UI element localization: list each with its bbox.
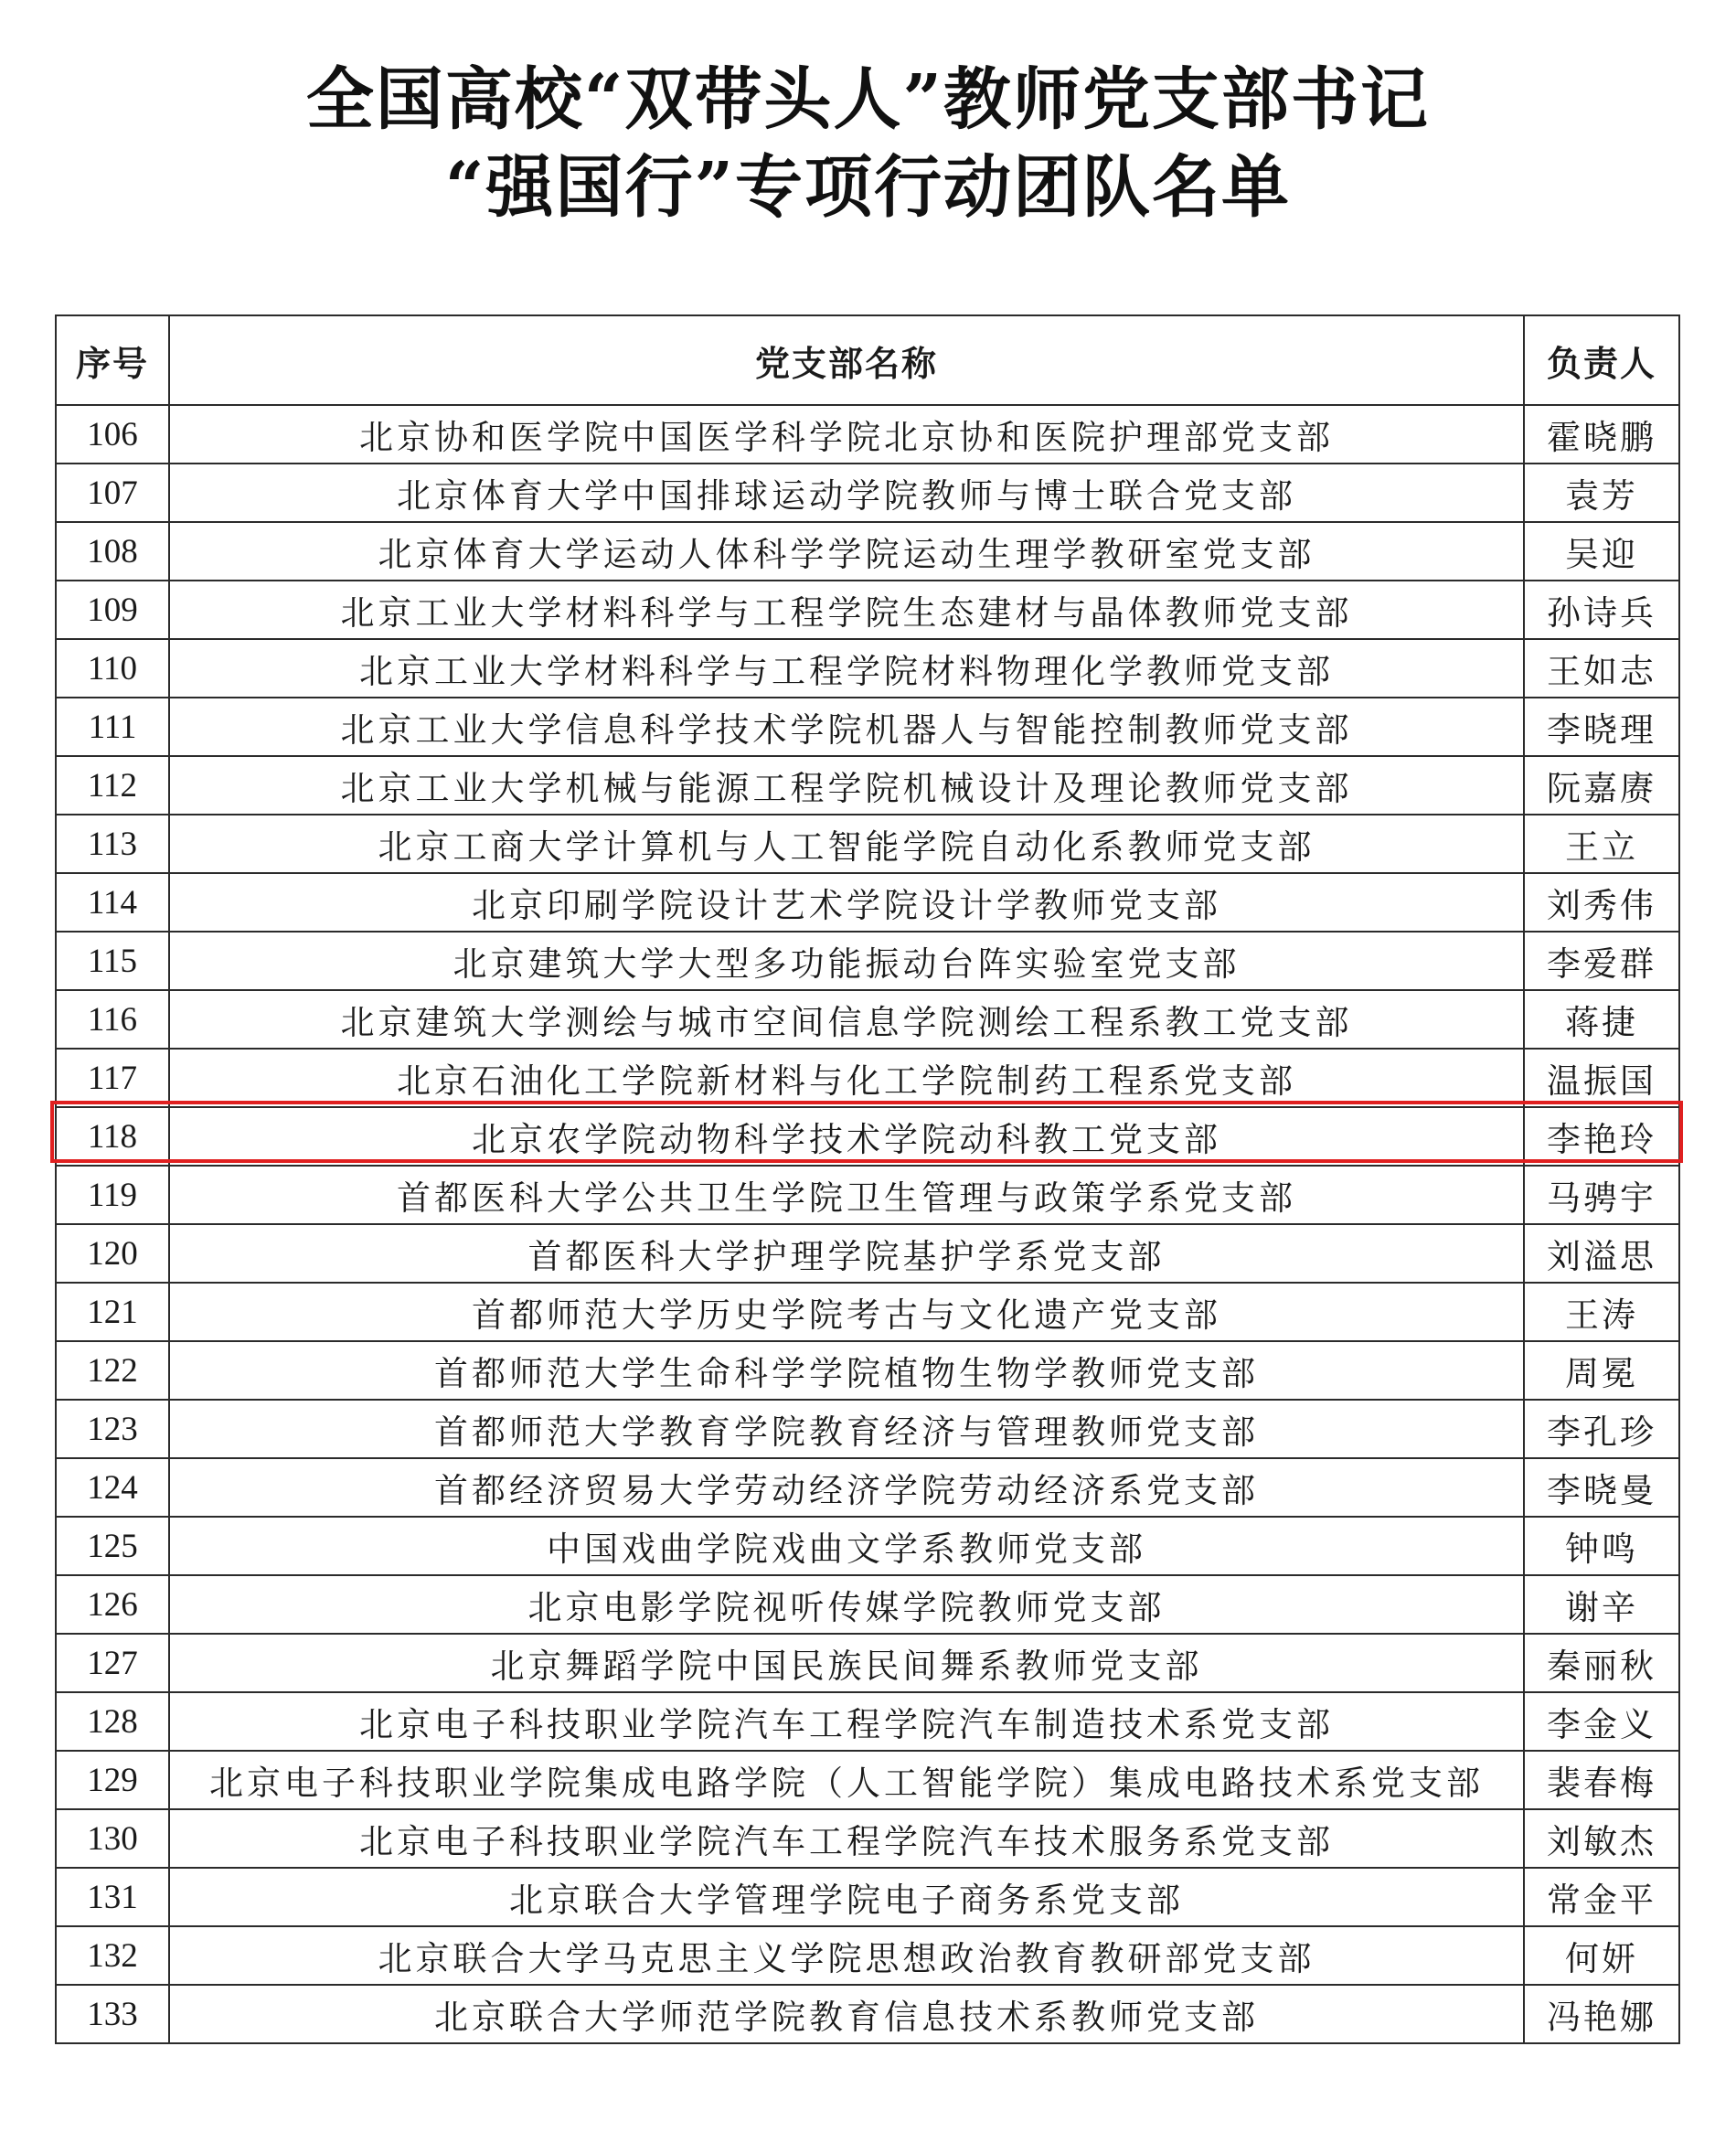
branch-name-cell: 中国戏曲学院戏曲文学系教师党支部 xyxy=(169,1517,1524,1575)
person-in-charge-cell: 常金平 xyxy=(1524,1868,1679,1926)
serial-number-cell: 112 xyxy=(56,756,169,815)
table-header-row xyxy=(56,315,1679,405)
person-in-charge-cell: 李爱群 xyxy=(1524,932,1679,990)
person-in-charge-cell: 刘敏杰 xyxy=(1524,1809,1679,1868)
serial-number-cell: 126 xyxy=(56,1575,169,1634)
branch-name-cell: 首都师范大学教育学院教育经济与管理教师党支部 xyxy=(169,1400,1524,1458)
header-person-in-charge: 负责人 xyxy=(1524,315,1679,405)
serial-number-cell: 109 xyxy=(56,581,169,639)
table-row xyxy=(56,756,1679,815)
table-row xyxy=(56,1341,1679,1400)
person-in-charge-cell: 冯艳娜 xyxy=(1524,1985,1679,2043)
branch-name-cell: 北京工商大学计算机与人工智能学院自动化系教师党支部 xyxy=(169,815,1524,873)
serial-number-cell: 128 xyxy=(56,1692,169,1751)
person-in-charge-cell: 阮嘉赓 xyxy=(1524,756,1679,815)
person-in-charge-cell: 李晓理 xyxy=(1524,698,1679,756)
table-row xyxy=(56,1751,1679,1809)
branch-name-cell: 北京工业大学机械与能源工程学院机械设计及理论教师党支部 xyxy=(169,756,1524,815)
branch-name-cell: 北京舞蹈学院中国民族民间舞系教师党支部 xyxy=(169,1634,1524,1692)
table-row xyxy=(56,698,1679,756)
table-row xyxy=(56,1224,1679,1283)
table-row xyxy=(56,932,1679,990)
serial-number-cell: 132 xyxy=(56,1926,169,1985)
table-row xyxy=(56,1400,1679,1458)
serial-number-cell: 110 xyxy=(56,639,169,698)
branch-name-cell: 北京建筑大学测绘与城市空间信息学院测绘工程系教工党支部 xyxy=(169,990,1524,1049)
person-in-charge-cell: 谢辛 xyxy=(1524,1575,1679,1634)
person-in-charge-cell: 王如志 xyxy=(1524,639,1679,698)
branch-name-cell: 首都医科大学护理学院基护学系党支部 xyxy=(169,1224,1524,1283)
table-row xyxy=(56,1575,1679,1634)
table-row xyxy=(56,1634,1679,1692)
branch-name-cell: 北京工业大学材料科学与工程学院材料物理化学教师党支部 xyxy=(169,639,1524,698)
person-in-charge-cell: 王涛 xyxy=(1524,1283,1679,1341)
serial-number-cell: 121 xyxy=(56,1283,169,1341)
table-row xyxy=(56,1166,1679,1224)
person-in-charge-cell: 何妍 xyxy=(1524,1926,1679,1985)
person-in-charge-cell: 李晓曼 xyxy=(1524,1458,1679,1517)
branch-name-cell: 首都师范大学历史学院考古与文化遗产党支部 xyxy=(169,1283,1524,1341)
serial-number-cell: 124 xyxy=(56,1458,169,1517)
serial-number-cell: 119 xyxy=(56,1166,169,1224)
team-roster-table xyxy=(55,314,1680,2044)
person-in-charge-cell: 钟鸣 xyxy=(1524,1517,1679,1575)
table-row xyxy=(56,1692,1679,1751)
table-row xyxy=(56,873,1679,932)
branch-name-cell: 首都医科大学公共卫生学院卫生管理与政策学系党支部 xyxy=(169,1166,1524,1224)
person-in-charge-cell: 裴春梅 xyxy=(1524,1751,1679,1809)
branch-name-cell: 首都师范大学生命科学学院植物生物学教师党支部 xyxy=(169,1341,1524,1400)
person-in-charge-cell: 吴迎 xyxy=(1524,522,1679,581)
table-row xyxy=(56,581,1679,639)
table-row xyxy=(56,1809,1679,1868)
serial-number-cell: 125 xyxy=(56,1517,169,1575)
branch-name-cell: 北京体育大学中国排球运动学院教师与博士联合党支部 xyxy=(169,464,1524,522)
branch-name-cell: 北京建筑大学大型多功能振动台阵实验室党支部 xyxy=(169,932,1524,990)
branch-name-cell: 北京联合大学师范学院教育信息技术系教师党支部 xyxy=(169,1985,1524,2043)
person-in-charge-cell: 王立 xyxy=(1524,815,1679,873)
person-in-charge-cell: 李孔珍 xyxy=(1524,1400,1679,1458)
serial-number-cell: 116 xyxy=(56,990,169,1049)
branch-name-cell: 北京体育大学运动人体科学学院运动生理学教研室党支部 xyxy=(169,522,1524,581)
document-title-line-1: 全国高校“双带头人”教师党支部书记 xyxy=(305,60,1431,139)
branch-name-cell: 北京印刷学院设计艺术学院设计学教师党支部 xyxy=(169,873,1524,932)
person-in-charge-cell: 刘秀伟 xyxy=(1524,873,1679,932)
serial-number-cell: 111 xyxy=(56,698,169,756)
table-row xyxy=(56,405,1679,464)
table-row xyxy=(56,1926,1679,1985)
person-in-charge-cell: 李金义 xyxy=(1524,1692,1679,1751)
serial-number-cell: 115 xyxy=(56,932,169,990)
table-body xyxy=(56,405,1679,2043)
branch-name-cell: 北京电子科技职业学院汽车工程学院汽车制造技术系党支部 xyxy=(169,1692,1524,1751)
table-row xyxy=(56,522,1679,581)
header-branch-name: 党支部名称 xyxy=(169,315,1524,405)
person-in-charge-cell: 秦丽秋 xyxy=(1524,1634,1679,1692)
serial-number-cell: 106 xyxy=(56,405,169,464)
serial-number-cell: 114 xyxy=(56,873,169,932)
person-in-charge-cell: 温振国 xyxy=(1524,1049,1679,1107)
person-in-charge-cell: 周冕 xyxy=(1524,1341,1679,1400)
serial-number-cell: 107 xyxy=(56,464,169,522)
branch-name-cell: 北京农学院动物科学技术学院动科教工党支部 xyxy=(169,1107,1524,1166)
serial-number-cell: 123 xyxy=(56,1400,169,1458)
branch-name-cell: 北京联合大学管理学院电子商务系党支部 xyxy=(169,1868,1524,1926)
serial-number-cell: 113 xyxy=(56,815,169,873)
table-row xyxy=(56,1283,1679,1341)
person-in-charge-cell: 李艳玲 xyxy=(1524,1107,1679,1166)
branch-name-cell: 北京工业大学信息科学技术学院机器人与智能控制教师党支部 xyxy=(169,698,1524,756)
table-row xyxy=(56,1868,1679,1926)
header-serial-number: 序号 xyxy=(56,315,169,405)
person-in-charge-cell: 蒋捷 xyxy=(1524,990,1679,1049)
serial-number-cell: 127 xyxy=(56,1634,169,1692)
serial-number-cell: 117 xyxy=(56,1049,169,1107)
person-in-charge-cell: 马骋宇 xyxy=(1524,1166,1679,1224)
table-row xyxy=(56,1985,1679,2043)
table-row xyxy=(56,990,1679,1049)
branch-name-cell: 北京电子科技职业学院汽车工程学院汽车技术服务系党支部 xyxy=(169,1809,1524,1868)
branch-name-cell: 北京电子科技职业学院集成电路学院（人工智能学院）集成电路技术系党支部 xyxy=(169,1751,1524,1809)
person-in-charge-cell: 霍晓鹏 xyxy=(1524,405,1679,464)
serial-number-cell: 120 xyxy=(56,1224,169,1283)
serial-number-cell: 129 xyxy=(56,1751,169,1809)
branch-name-cell: 北京工业大学材料科学与工程学院生态建材与晶体教师党支部 xyxy=(169,581,1524,639)
person-in-charge-cell: 刘溢思 xyxy=(1524,1224,1679,1283)
table-row xyxy=(56,464,1679,522)
table-row xyxy=(56,1107,1679,1166)
serial-number-cell: 122 xyxy=(56,1341,169,1400)
table-row xyxy=(56,1517,1679,1575)
table-row xyxy=(56,1458,1679,1517)
serial-number-cell: 108 xyxy=(56,522,169,581)
branch-name-cell: 北京协和医学院中国医学科学院北京协和医院护理部党支部 xyxy=(169,405,1524,464)
branch-name-cell: 首都经济贸易大学劳动经济学院劳动经济系党支部 xyxy=(169,1458,1524,1517)
serial-number-cell: 133 xyxy=(56,1985,169,2043)
person-in-charge-cell: 袁芳 xyxy=(1524,464,1679,522)
serial-number-cell: 131 xyxy=(56,1868,169,1926)
branch-name-cell: 北京电影学院视听传媒学院教师党支部 xyxy=(169,1575,1524,1634)
serial-number-cell: 130 xyxy=(56,1809,169,1868)
table-row xyxy=(56,639,1679,698)
table-row xyxy=(56,815,1679,873)
document-title-line-2: “强国行”专项行动团队名单 xyxy=(444,148,1292,227)
branch-name-cell: 北京石油化工学院新材料与化工学院制药工程系党支部 xyxy=(169,1049,1524,1107)
table-row xyxy=(56,1049,1679,1107)
serial-number-cell: 118 xyxy=(56,1107,169,1166)
person-in-charge-cell: 孙诗兵 xyxy=(1524,581,1679,639)
branch-name-cell: 北京联合大学马克思主义学院思想政治教育教研部党支部 xyxy=(169,1926,1524,1985)
